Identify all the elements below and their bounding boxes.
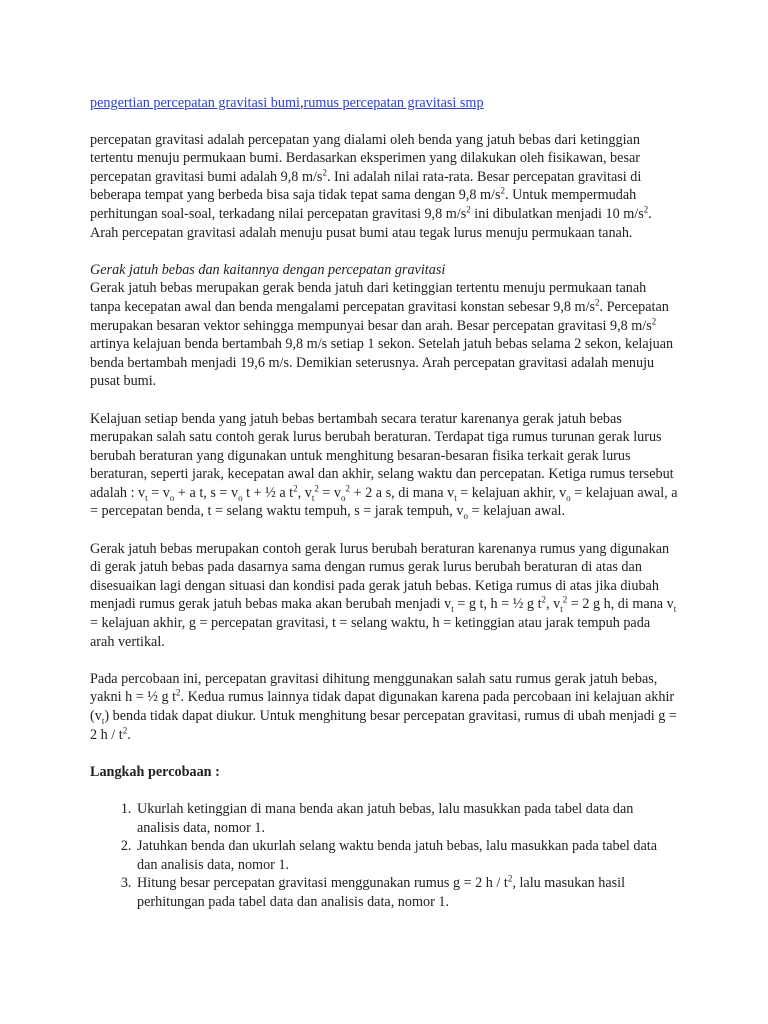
paragraph-kelajuan: Kelajuan setiap benda yang jatuh bebas bertambah secara teratur karenanya gerak jatuh bebas merupakan salah satu contoh gerak lurus berubah beraturan. Terdapat tiga rumus turunan gerak lurus berubah beraturan yang digunakan untuk menghitung besaran-besaran fisika terkait gerak lurus beraturan, seperti jarak, kecepatan awal dan akhir, selang waktu dan percepatan. Ketiga rumus tersebut adalah : $v_t = v_o + a$ t, $s = v_o$ t + ½ a $t^2$, $v_t^2 = v_o^2 + 2$ a s, di mana $v_t$ = kelajuan akhir, $v_o$ = kelajuan awal, a = percepatan benda, t = selang waktu tempuh, s = jarak tempuh, $v_o$ = kelajuan awal.: [90, 410, 678, 522]
step-item-1: 1. Ukurlah ketinggian di mana benda akan jatuh bebas, lalu masukkan pada tabel data dan analisis data, nomor 1.: [135, 800, 678, 837]
step-item-2: 2. Jatuhkan benda dan ukurlah selang waktu benda jatuh bebas, lalu masukkan pada tabel data dan analisis data, nomor 1.: [135, 837, 678, 874]
section-heading: Gerak jatuh bebas dan kaitannya dengan percepatan gravitasi: [90, 261, 446, 278]
link-separator: ,: [299, 95, 304, 111]
steps-heading: Langkah percobaan :: [90, 763, 220, 780]
related-links: [90, 94, 678, 113]
paragraph-rumus-jatuh-bebas: Gerak jatuh bebas merupakan contoh gerak lurus berubah beraturan karenanya rumus yang digunakan di gerak jatuh bebas pada dasarnya sama dengan rumus gerak lurus berubah beraturan di atas dan disesuaikan lagi dengan situasi dan kondisi pada gerak jatuh bebas. Ketiga rumus di atas jika diubah menjadi rumus gerak jatuh bebas maka akan berubah menjadi $v_t = g$ t, h = ½ g $t^2$, $v_t^2 = 2$ g h, di mana $v_t$ = kelajuan akhir, g = percepatan gravitasi, t = selang waktu, h = ketinggian atau jarak tempuh pada arah vertikal.: [90, 540, 677, 650]
step-item-3: 3. Hitung besar percepatan gravitasi menggunakan rumus g = 2 h / $t^2$, lalu masukan hasil perhitungan pada tabel data dan analisis data, nomor 1.: [135, 874, 678, 911]
paragraph-percobaan: Pada percobaan ini, percepatan gravitasi dihitung menggunakan salah satu rumus gerak jatuh bebas, yakni h = ½ g $t^2$. Kedua rumus lainnya tidak dapat digunakan karena pada percobaan ini kelajuan akhir $(v_t)$ benda tidak dapat diukur. Untuk menghitung besar percepatan gravitasi, rumus di ubah menjadi g = 2 h / $t^2$.: [90, 670, 677, 743]
paragraph-definition: percepatan gravitasi adalah percepatan yang dialami oleh benda yang jatuh bebas dari ketinggian tertentu menuju permukaan bumi. Berdasarkan eksperimen yang dilakukan oleh fisikawan, besar percepatan gravitasi bumi adalah 9,8 $m/s^2$. Ini adalah nilai rata-rata. Besar percepatan gravitasi di beberapa tempat yang berbeda bisa saja tidak tepat sama dengan 9,8 $m/s^2$. Untuk mempermudah perhitungan soal-soal, terkadang nilai percepatan gravitasi 9,8 $m/s^2$ ini dibulatkan menjadi 10 $m/s^2$. Arah percepatan gravitasi adalah menuju pusat bumi atau tegak lurus menuju permukaan tanah.: [90, 131, 652, 241]
paragraph-gerak-jatuh-bebas: Gerak jatuh bebas merupakan gerak benda jatuh dari ketinggian tertentu menuju permukaan tanah tanpa kecepatan awal dan benda mengalami percepatan gravitasi konstan sebesar 9,8 $m/s^2$. Percepatan merupakan besaran vektor sehingga mempunyai besar dan arah. Besar percepatan gravitasi 9,8 $m/s^2$ artinya kelajuan benda bertambah 9,8 m/s setiap 1 sekon. Setelah jatuh bebas selama 2 sekon, kelajuan benda bertambah menjadi 19,6 m/s. Demikian seterusnya. Arah percepatan gravitasi adalah menuju pusat bumi.: [90, 280, 674, 390]
link-pengertian-percepatan-gravitasi[interactable]: pengertian percepatan gravitasi bumi: [90, 95, 300, 111]
link-rumus-percepatan-gravitasi[interactable]: rumus percepatan gravitasi smp: [303, 95, 484, 111]
steps-list: [90, 800, 678, 912]
section-gerak-jatuh-bebas: [90, 261, 678, 391]
